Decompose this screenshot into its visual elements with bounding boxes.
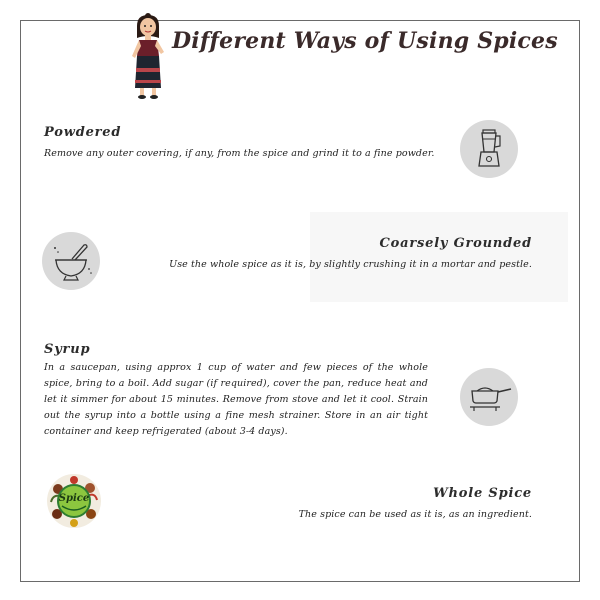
section-heading-syrup: Syrup: [44, 342, 91, 357]
woman-mascot-icon: [128, 12, 168, 100]
section-description-syrup: In a saucepan, using approx 1 cup of water and few pieces of the whole spice, bring to a boil. Add sugar (if required), cover the pan, reduce heat and let it simmer for about 15 minutes. Remove from stove and let it cool. Strain out the syrup into a bottle using a fine mesh strainer. Store in an air tight container and keep refrigerated (about 3-4 days).: [44, 362, 428, 437]
section-description-powdered: Remove any outer covering, if any, from the spice and grind it to a fine powder.: [44, 148, 435, 159]
saucepan-stove-icon: [460, 368, 518, 426]
section-description-whole-spice: The spice can be used as it is, as an ingredient.: [298, 509, 532, 520]
section-heading-coarsely-grounded: Coarsely Grounded: [379, 236, 532, 251]
section-heading-whole-spice: Whole Spice: [433, 486, 532, 501]
blender-icon: [460, 120, 518, 178]
section-description-coarsely-grounded: Use the whole spice as it is, by slightly crushing it in a mortar and pestle.: [169, 259, 532, 270]
page-title: Different Ways of Using Spices: [172, 28, 558, 54]
mortar-pestle-icon: [42, 232, 100, 290]
section-heading-powdered: Powdered: [44, 125, 122, 140]
spice-badge-label: Spice: [58, 493, 90, 504]
